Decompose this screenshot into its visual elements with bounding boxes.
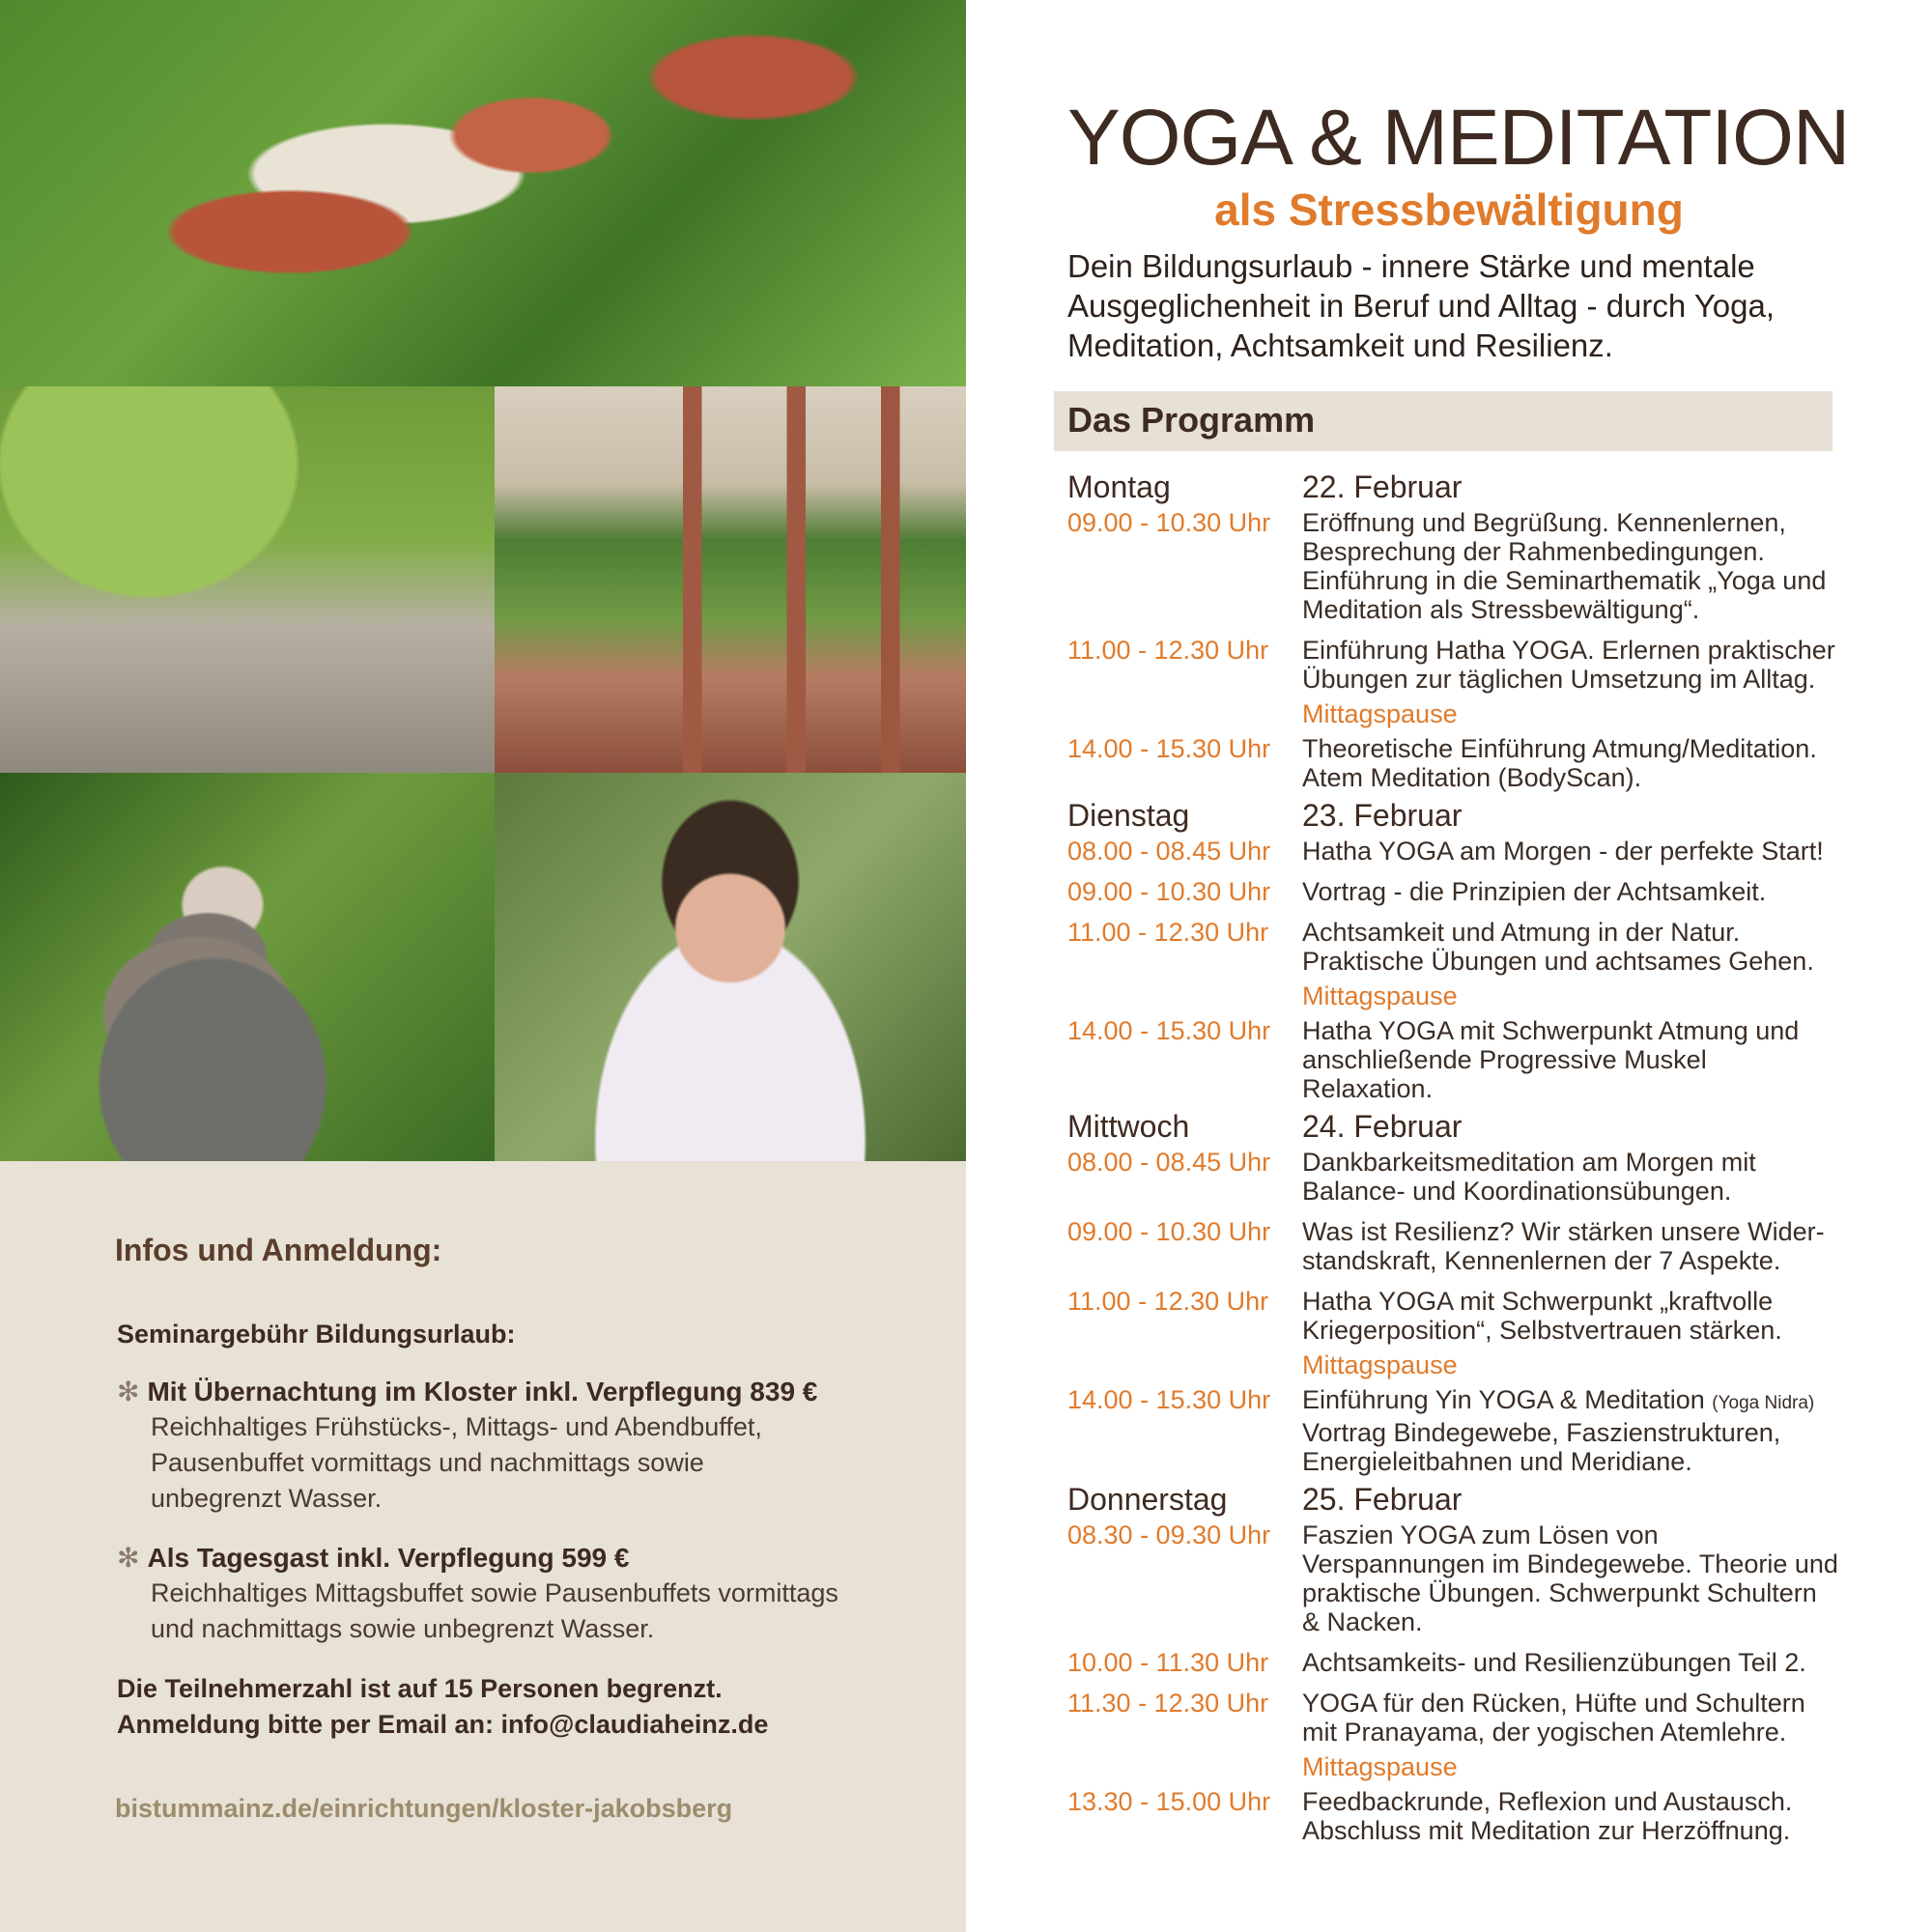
- fee-option-day-guest: [117, 1542, 909, 1647]
- fee-option-overnight: [117, 1376, 909, 1517]
- entry-text: YOGA für den Rücken, Hüfte und Schultern mit Pranayama, der yogischen Atemlehre.: [1302, 1689, 1805, 1747]
- registration-notes: [117, 1671, 768, 1743]
- page-title: YOGA & MEDITATION: [1067, 94, 1850, 182]
- schedule-entry: [1067, 1648, 1840, 1677]
- day-name: Donnerstag: [1067, 1482, 1228, 1517]
- entry-time: 11.00 - 12.30 Uhr: [1067, 636, 1269, 665]
- schedule-entry: [1067, 734, 1840, 792]
- schedule-entry: [1067, 1787, 1840, 1845]
- entry-note: (Yoga Nidra): [1712, 1393, 1815, 1413]
- schedule: [1067, 468, 1840, 1849]
- fee-option-description: Reichhaltiges Frühstücks-, Mittags- und Abendbuffet, Pausenbuffet vormittags und nachmittags sowie unbegrenzt Wasser.: [151, 1412, 762, 1513]
- entry-text: Feedbackrunde, Reflexion und Austausch. Abschluss mit Meditation zur Herzöffnung.: [1302, 1787, 1793, 1845]
- entry-text: Faszien YOGA zum Lösen von Verspannungen im Bindegewebe. Theorie und praktische Übungen. Schwerpunkt Schultern & Nacken.: [1302, 1520, 1838, 1636]
- entry-time: 14.00 - 15.30 Uhr: [1067, 1016, 1271, 1045]
- schedule-day: [1067, 1107, 1840, 1476]
- entry-text: Einführung Hatha YOGA. Erlernen praktischer Übungen zur täglichen Umsetzung im Alltag.: [1302, 636, 1835, 694]
- schedule-entry: [1067, 918, 1840, 976]
- stacked-stones-photo: [0, 773, 495, 1161]
- fee-heading: Seminargebühr Bildungsurlaub:: [117, 1320, 516, 1349]
- schedule-entry: [1067, 1385, 1840, 1476]
- bullet-icon: ✻: [117, 1543, 140, 1573]
- entry-time: 11.00 - 12.30 Uhr: [1067, 918, 1269, 947]
- entry-text: Eröffnung und Begrüßung. Kennenlernen, Besprechung der Rahmenbedingungen. Einführung in die Seminarthematik „Yoga und Meditation als Stressbewältigung“.: [1302, 508, 1827, 624]
- contact-email[interactable]: Anmeldung bitte per Email an: info@claudiaheinz.de: [117, 1710, 769, 1739]
- intro-text: Dein Bildungsurlaub - innere Stärke und mentale Ausgeglichenheit in Beruf und Alltag - durch Yoga, Meditation, Achtsamkeit und Resilienz.: [1067, 248, 1776, 363]
- entry-time: 14.00 - 15.30 Uhr: [1067, 734, 1271, 763]
- fee-option-description: Reichhaltiges Mittagsbuffet sowie Pausenbuffets vormittags und nachmittags sowie unbegrenzt Wasser.: [151, 1578, 838, 1643]
- website-link[interactable]: bistummainz.de/einrichtungen/kloster-jakobsberg: [115, 1794, 733, 1823]
- schedule-entry: [1067, 1689, 1840, 1747]
- entry-text: Theoretische Einführung Atmung/Meditation. Atem Meditation (BodyScan).: [1302, 734, 1817, 792]
- schedule-entry: [1067, 1520, 1840, 1636]
- schedule-day: [1067, 796, 1840, 1103]
- day-date: 22. Februar: [1302, 469, 1463, 504]
- entry-time: 10.00 - 11.30 Uhr: [1067, 1648, 1269, 1677]
- schedule-entry: [1067, 1148, 1840, 1206]
- schedule-day: [1067, 1480, 1840, 1845]
- day-date: 25. Februar: [1302, 1482, 1463, 1517]
- info-title: Infos und Anmeldung:: [115, 1233, 442, 1267]
- entry-time: 09.00 - 10.30 Uhr: [1067, 877, 1271, 906]
- monastery-aerial-photo: [0, 0, 966, 386]
- day-name: Montag: [1067, 469, 1171, 504]
- entry-time: 09.00 - 10.30 Uhr: [1067, 1217, 1271, 1246]
- schedule-entry: [1067, 636, 1840, 694]
- fee-option-title: Mit Übernachtung im Kloster inkl. Verpflegung 839 €: [147, 1377, 818, 1406]
- schedule-entry: [1067, 837, 1840, 866]
- courtyard-tree-photo: [0, 386, 495, 773]
- schedule-day: [1067, 468, 1840, 792]
- entry-time: 13.30 - 15.00 Uhr: [1067, 1787, 1271, 1816]
- bullet-icon: ✻: [117, 1377, 140, 1406]
- cloister-garden-photo: [495, 386, 966, 773]
- entry-time: 08.00 - 08.45 Uhr: [1067, 837, 1271, 866]
- schedule-entry: [1067, 1287, 1840, 1345]
- entry-text: Hatha YOGA mit Schwerpunkt Atmung und anschließende Progressive Muskel Relaxation.: [1302, 1016, 1800, 1103]
- lunch-break: Mittagspause: [1302, 1752, 1458, 1781]
- entry-time: 11.30 - 12.30 Uhr: [1067, 1689, 1269, 1718]
- entry-time: 11.00 - 12.30 Uhr: [1067, 1287, 1269, 1316]
- entry-text: Achtsamkeits- und Resilienzübungen Teil 2.: [1302, 1648, 1806, 1677]
- entry-time: 08.30 - 09.30 Uhr: [1067, 1520, 1271, 1549]
- day-name: Dienstag: [1067, 798, 1190, 833]
- entry-text: Hatha YOGA am Morgen - der perfekte Start!: [1302, 837, 1824, 866]
- entry-text: Dankbarkeitsmeditation am Morgen mit Balance- und Koordinationsübungen.: [1302, 1148, 1756, 1206]
- day-name: Mittwoch: [1067, 1109, 1190, 1144]
- lunch-break: Mittagspause: [1302, 1350, 1458, 1379]
- lunch-break: Mittagspause: [1302, 981, 1458, 1010]
- page-subtitle: als Stressbewältigung: [1214, 185, 1684, 235]
- entry-time: 09.00 - 10.30 Uhr: [1067, 508, 1271, 537]
- instructor-portrait-photo: [495, 773, 966, 1161]
- entry-text: Achtsamkeit und Atmung in der Natur. Praktische Übungen und achtsames Gehen.: [1302, 918, 1814, 976]
- entry-text: Was ist Resilienz? Wir stärken unsere Wider-standskraft, Kennenlernen der 7 Aspekte.: [1302, 1217, 1825, 1275]
- entry-text: Vortrag - die Prinzipien der Achtsamkeit.: [1302, 877, 1767, 906]
- schedule-entry: [1067, 1016, 1840, 1103]
- schedule-entry: [1067, 1217, 1840, 1275]
- entry-text: Hatha YOGA mit Schwerpunkt „kraftvolle Kriegerposition“, Selbstvertrauen stärken.: [1302, 1287, 1782, 1345]
- day-date: 23. Februar: [1302, 798, 1463, 833]
- program-heading: Das Programm: [1067, 400, 1316, 440]
- fee-option-title: Als Tagesgast inkl. Verpflegung 599 €: [147, 1543, 630, 1573]
- entry-time: 14.00 - 15.30 Uhr: [1067, 1385, 1271, 1414]
- entry-text: Einführung Yin YOGA & Meditation (Yoga Nidra) Vortrag Bindegewebe, Faszienstrukturen, Energieleitbahnen und Meridiane.: [1302, 1385, 1815, 1476]
- lunch-break: Mittagspause: [1302, 699, 1458, 728]
- schedule-entry: [1067, 877, 1840, 906]
- participant-limit: Die Teilnehmerzahl ist auf 15 Personen begrenzt.: [117, 1674, 723, 1703]
- day-date: 24. Februar: [1302, 1109, 1463, 1144]
- schedule-entry: [1067, 508, 1840, 624]
- entry-time: 08.00 - 08.45 Uhr: [1067, 1148, 1271, 1177]
